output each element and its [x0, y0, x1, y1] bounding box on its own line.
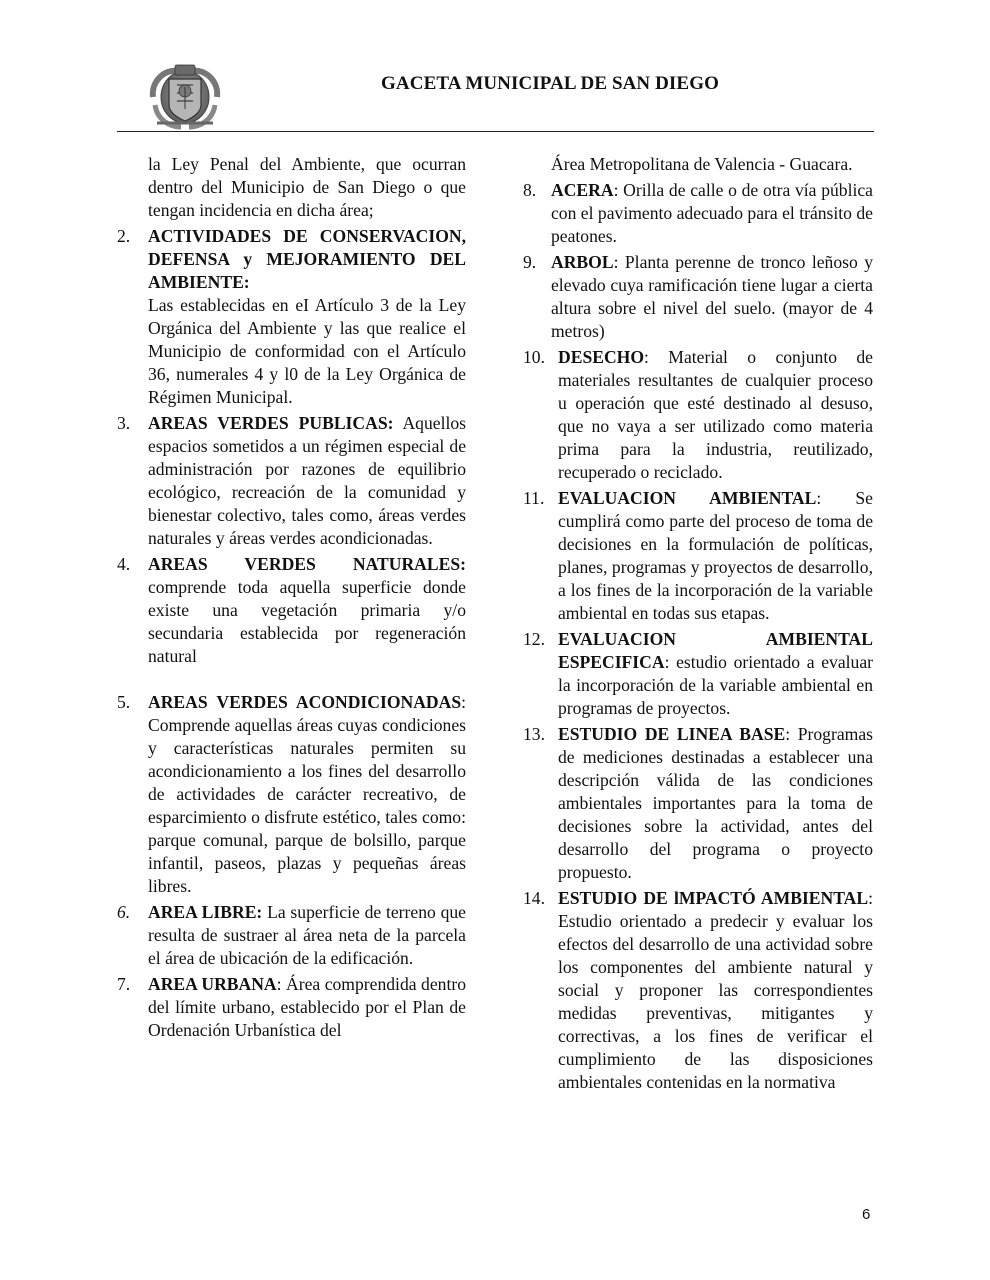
- list-item: [523, 887, 873, 1094]
- list-item-continuation: Área Metropolitana de Valencia - Guacara.: [551, 154, 853, 174]
- item-text: : Se cumplirá como parte del proceso de toma de decisiones en la formulación de políticas, planes, programas y proyectos de desarrollo, a los fines de la incorporación de la variable ambiental en todas sus etapas.: [558, 488, 873, 623]
- item-text: : Programas de mediciones destinadas a establecer una descripción válida de las condiciones ambientales importantes para la toma de decisiones sobre la actividad, antes del desarrollo del programa o proyecto propuesto.: [558, 724, 873, 882]
- item-term: AREAS VERDES NATURALES:: [148, 554, 466, 574]
- item-term: ESTUDIO DE lMPACTÓ AMBIENTAL: [558, 888, 869, 908]
- item-term: AREAS VERDES ACONDICIONADAS: [148, 692, 462, 712]
- item-number: 3.: [117, 413, 131, 433]
- item-term: EVALUACION AMBIENTAL ESPECIFICA: [558, 629, 873, 672]
- municipal-seal-icon: [147, 61, 223, 133]
- item-term: ACERA: [551, 180, 614, 200]
- list-item: [117, 412, 466, 550]
- item-term: ESTUDIO DE LINEA BASE: [558, 724, 786, 744]
- item-number: 4.: [117, 554, 131, 574]
- header-divider: [117, 131, 874, 132]
- item-number: 5.: [117, 692, 131, 712]
- item-number: 13.: [523, 724, 545, 744]
- item-number: 14.: [523, 888, 545, 908]
- list-item-continuation: la Ley Penal del Ambiente, que ocurran dentro del Municipio de San Diego o que tengan incidencia en dicha área;: [148, 154, 466, 220]
- item-term: AREA URBANA: [148, 974, 277, 994]
- item-text: Aquellos espacios sometidos a un régimen especial de administración por razones de equilibrio ecológico, recreación de la comunidad y bienestar colectivo, tales como, áreas verdes naturales y áreas verdes acondicionadas.: [148, 413, 466, 548]
- page-number: 6: [862, 1206, 871, 1223]
- list-item: [523, 487, 873, 625]
- item-term: ARBOL: [551, 252, 614, 272]
- item-number: 11.: [523, 488, 545, 508]
- item-text: : Comprende aquellas áreas cuyas condiciones y características naturales permiten su acondicionamiento a los fines del desarrollo de actividades de carácter recreativo, de esparcimiento o disfrute estético, tales como: parque comunal, parque de bolsillo, parque infantil, paseos, plazas y pequeñas áreas libres.: [148, 692, 466, 896]
- item-number: 7.: [117, 974, 131, 994]
- item-term: ACTIVIDADES DE CONSERVACION, DEFENSA y MEJORAMIENTO DEL AMBIENTE:: [148, 226, 466, 292]
- item-term: DESECHO: [558, 347, 645, 367]
- list-item: [523, 346, 873, 484]
- item-text: : Material o conjunto de materiales resultantes de cualquier proceso u operación que esté destinado al desuso, que no vaya a ser utilizado como materia prima para la industria, reutilizado, recuperado o reciclado.: [558, 347, 873, 482]
- right-column: [523, 153, 873, 1094]
- list-item: [117, 691, 466, 898]
- item-text: : Estudio orientado a predecir y evaluar los efectos del desarrollo de una actividad sobre los componentes del ambiente natural y social y proponer las correspondientes medidas preventivas, mitigantes y correctivas, a los fines de verificar el cumplimiento de las disposiciones ambientales contenidas en la normativa: [558, 888, 873, 1092]
- item-number: 8.: [523, 180, 537, 200]
- list-item: [523, 723, 873, 884]
- item-number: 6.: [117, 902, 131, 922]
- list-item: [117, 553, 466, 668]
- item-number: 10.: [523, 347, 545, 367]
- list-item: [117, 973, 466, 1042]
- item-text: Las establecidas en eI Artículo 3 de la Ley Orgánica del Ambiente y las que realice el Municipio de conformidad con el Artículo 36, numerales 4 y l0 de la Ley Orgánica de Régimen Municipal.: [148, 295, 466, 407]
- item-number: 9.: [523, 252, 537, 272]
- item-text: La superficie de terreno que resulta de sustraer al área neta de la parcela el área de ubicación de la edificación.: [148, 902, 466, 968]
- item-number: 12.: [523, 629, 545, 649]
- item-term: AREAS VERDES PUBLICAS:: [148, 413, 394, 433]
- list-item: [117, 901, 466, 970]
- item-text: : estudio orientado a evaluar la incorporación de la variable ambiental en programas de proyectos.: [558, 652, 873, 718]
- list-item: [523, 251, 873, 343]
- item-text: : Orilla de calle o de otra vía pública con el pavimento adecuado para el tránsito de peatones.: [551, 180, 873, 246]
- list-item: [523, 179, 873, 248]
- item-text: : Planta perenne de tronco leñoso y elevado cuya ramificación tiene lugar a cierta altura sobre el nivel del suelo. (mayor de 4 metros): [551, 252, 873, 341]
- item-term: AREA LIBRE:: [148, 902, 263, 922]
- item-text: : Área comprendida dentro del límite urbano, establecido por el Plan de Ordenación Urbanística del: [148, 974, 466, 1040]
- item-text: comprende toda aquella superficie donde existe una vegetación primaria y/o secundaria establecida por regeneración natural: [148, 577, 466, 666]
- list-item: [523, 628, 873, 720]
- list-item: [117, 225, 466, 409]
- left-column: [117, 153, 466, 1042]
- item-number: 2.: [117, 226, 131, 246]
- gazette-title: GACETA MUNICIPAL DE SAN DIEGO: [381, 73, 719, 94]
- item-term: EVALUACION AMBIENTAL: [558, 488, 817, 508]
